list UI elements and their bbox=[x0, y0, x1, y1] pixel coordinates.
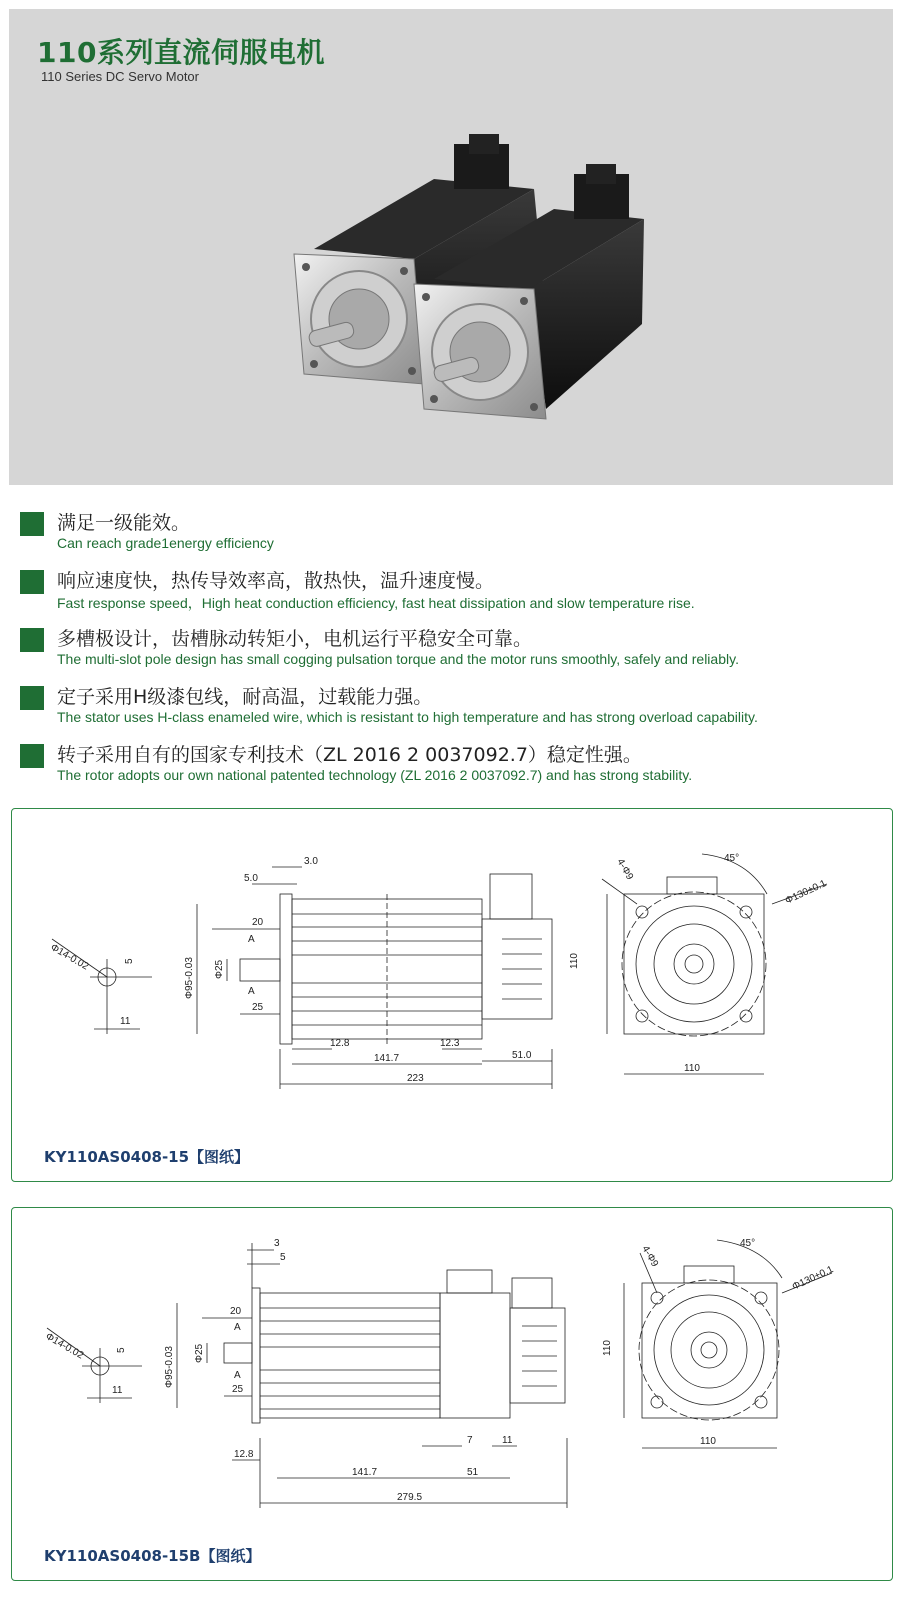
drawing-2-caption: KY110AS0408-15B【图纸】 bbox=[44, 1547, 261, 1565]
dim-12-8: 12.8 bbox=[234, 1449, 254, 1460]
feature-subtitle: The rotor adopts our own national patented technology (ZL 2016 2 0037092.7) and has strong stability. bbox=[57, 767, 693, 783]
dim-223: 223 bbox=[407, 1073, 424, 1084]
feature-title: 定子采用H级漆包线，耐高温，过载能力强。 bbox=[57, 686, 433, 708]
dim-phi95: Φ95-0.03 bbox=[184, 957, 195, 999]
section-a-label: A bbox=[234, 1322, 241, 1333]
side-view bbox=[184, 856, 552, 1089]
list-item bbox=[20, 508, 890, 566]
feature-subtitle: The stator uses H-class enameled wire, which is resistant to high temperature and has strong overload capability. bbox=[57, 709, 758, 725]
dim-phi95: Φ95-0.03 bbox=[164, 1346, 175, 1388]
feature-list bbox=[20, 508, 890, 798]
dim-110-height: 110 bbox=[602, 1340, 613, 1356]
dim-110-width: 110 bbox=[700, 1436, 716, 1447]
dim-25: 25 bbox=[232, 1384, 244, 1395]
dim-51: 51.0 bbox=[512, 1050, 532, 1061]
feature-title: 转子采用自有的国家专利技术（ZL 2016 2 0037092.7）稳定性强。 bbox=[57, 744, 642, 766]
dim-3: 3.0 bbox=[304, 856, 318, 867]
dim-141-7: 141.7 bbox=[374, 1053, 400, 1064]
dim-20: 20 bbox=[252, 917, 264, 928]
dim-phi130: Φ130±0.1 bbox=[783, 878, 829, 907]
dim-25: 25 bbox=[252, 1002, 264, 1013]
technical-drawing-1 bbox=[11, 808, 893, 1182]
drawing-1-caption: KY110AS0408-15【图纸】 bbox=[44, 1148, 250, 1166]
feature-title: 满足一级能效。 bbox=[57, 512, 191, 534]
dim-51: 51 bbox=[467, 1467, 479, 1478]
shaft-section bbox=[49, 939, 153, 1034]
bullet-square-icon bbox=[20, 686, 44, 710]
bullet-square-icon bbox=[20, 744, 44, 768]
dim-key5: 5 bbox=[116, 1347, 127, 1353]
front-view bbox=[602, 1238, 836, 1448]
section-a-label: A bbox=[248, 934, 255, 945]
dim-20: 20 bbox=[230, 1306, 242, 1317]
dim-4-holes: 4-Φ9 bbox=[639, 1244, 661, 1269]
dim-phi25: Φ25 bbox=[194, 1343, 205, 1363]
bullet-square-icon bbox=[20, 570, 44, 594]
dim-4-holes: 4-Φ9 bbox=[614, 857, 636, 882]
dim-12-3: 12.3 bbox=[440, 1038, 460, 1049]
dim-45-degree: 45° bbox=[724, 853, 740, 864]
feature-subtitle: Can reach grade1energy efficiency bbox=[57, 535, 274, 551]
list-item bbox=[20, 566, 890, 624]
dim-11: 11 bbox=[502, 1435, 513, 1446]
page-title: 110系列直流伺服电机 bbox=[37, 36, 325, 69]
dim-key11: 11 bbox=[120, 1016, 131, 1027]
section-a-label: A bbox=[234, 1370, 241, 1381]
dim-key11: 11 bbox=[112, 1385, 123, 1396]
hero-banner bbox=[9, 9, 893, 485]
dim-3: 3 bbox=[274, 1238, 280, 1249]
feature-title: 多槽极设计，齿槽脉动转矩小，电机运行平稳安全可靠。 bbox=[57, 628, 533, 650]
dim-141-7: 141.7 bbox=[352, 1467, 378, 1478]
motor-product-image bbox=[284, 119, 664, 429]
drawing-2-svg bbox=[12, 1208, 892, 1548]
dim-110-height: 110 bbox=[569, 953, 580, 969]
dim-phi25: Φ25 bbox=[214, 959, 225, 979]
side-view bbox=[164, 1238, 567, 1508]
list-item bbox=[20, 682, 890, 740]
dim-110-width: 110 bbox=[684, 1063, 700, 1074]
bullet-square-icon bbox=[20, 512, 44, 536]
list-item bbox=[20, 624, 890, 682]
section-a-label: A bbox=[248, 986, 255, 997]
dim-shaft: Φ14-0.02 bbox=[48, 942, 91, 973]
front-view bbox=[569, 853, 829, 1074]
dim-279-5: 279.5 bbox=[397, 1492, 423, 1503]
list-item bbox=[20, 740, 890, 798]
drawing-1-svg bbox=[12, 809, 892, 1149]
bullet-square-icon bbox=[20, 628, 44, 652]
technical-drawing-2 bbox=[11, 1207, 893, 1581]
dim-12-8: 12.8 bbox=[330, 1038, 350, 1049]
dim-phi130: Φ130±0.1 bbox=[790, 1264, 836, 1293]
dim-shaft: Φ14-0.02 bbox=[43, 1331, 86, 1362]
dim-45-degree: 45° bbox=[740, 1238, 756, 1249]
feature-title: 响应速度快，热传导效率高，散热快，温升速度慢。 bbox=[57, 570, 495, 592]
dim-5: 5.0 bbox=[244, 873, 258, 884]
dim-5: 5 bbox=[280, 1252, 286, 1263]
feature-subtitle: Fast response speed，High heat conduction efficiency, fast heat dissipation and slow temperature rise. bbox=[57, 595, 695, 611]
shaft-section bbox=[44, 1328, 143, 1403]
feature-subtitle: The multi-slot pole design has small cogging pulsation torque and the motor runs smoothly, safely and reliably. bbox=[57, 651, 739, 667]
dim-key5: 5 bbox=[124, 958, 135, 964]
dim-7: 7 bbox=[467, 1435, 473, 1446]
page-subtitle: 110 Series DC Servo Motor bbox=[41, 69, 199, 84]
